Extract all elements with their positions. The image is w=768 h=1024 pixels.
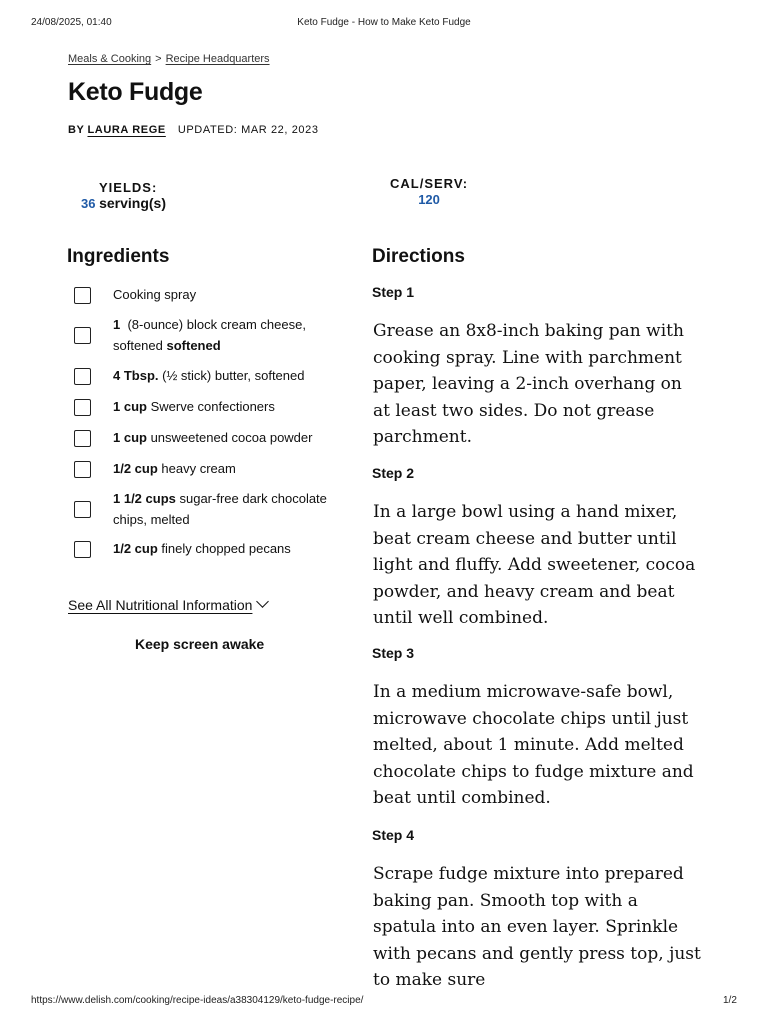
calories-stat [390, 176, 468, 207]
ingredient-checkbox[interactable] [74, 327, 91, 344]
directions-heading: Directions [372, 246, 465, 267]
step-text: In a large bowl using a hand mixer, beat cream cheese and butter until light and fluffy. Add sweetener, cocoa powder, and heavy cream and beat until well combined. [373, 502, 696, 629]
ingredient-qty: 4 Tbsp. [113, 368, 159, 383]
ingredient-checkbox[interactable] [74, 287, 91, 304]
ingredient-checkbox[interactable] [74, 368, 91, 385]
ingredients-heading: Ingredients [67, 246, 170, 267]
breadcrumb-meals-cooking[interactable]: Meals & Cooking [68, 53, 152, 65]
print-doc-title: Keto Fudge - How to Make Keto Fudge [297, 17, 471, 28]
ingredient-checkbox[interactable] [74, 430, 91, 447]
ingredient-text [113, 365, 348, 386]
ingredient-desc: sugar-free dark chocolate chips, melted [113, 491, 327, 527]
ingredient-desc: (½ stick) butter, softened [158, 368, 305, 383]
step-label: Step 2 [372, 465, 415, 481]
chevron-down-icon [257, 595, 270, 608]
print-url: https://www.delish.com/cooking/recipe-ideas/a38304129/keto-fudge-recipe/ [31, 995, 364, 1006]
ingredient-emphasis: softened [166, 338, 221, 353]
ingredient-text [113, 488, 348, 530]
ingredient-checkbox[interactable] [74, 461, 91, 478]
ingredient-checkbox[interactable] [74, 541, 91, 558]
yields-label: YIELDS: [99, 180, 158, 195]
calories-label: CAL/SERV: [390, 176, 469, 191]
page-title: Keto Fudge [68, 78, 203, 106]
yields-unit: serving(s) [99, 195, 167, 211]
ingredient-checkbox[interactable] [74, 501, 91, 518]
step-label: Step 3 [372, 645, 415, 661]
ingredient-qty: 1 [113, 317, 121, 332]
ingredient-checkbox[interactable] [74, 399, 91, 416]
breadcrumb-separator: > [155, 53, 162, 65]
ingredient-text [113, 538, 348, 559]
byline [68, 124, 319, 136]
ingredient-text [113, 314, 348, 356]
ingredient-desc: unsweetened cocoa powder [146, 430, 313, 445]
yields-value: 36 [81, 196, 96, 211]
calories-value: 120 [418, 192, 440, 207]
see-all-nutrition-label: See All Nutritional Information [68, 597, 253, 613]
keep-screen-awake-toggle[interactable]: Keep screen awake [135, 636, 265, 652]
ingredient-text [113, 284, 348, 305]
breadcrumb [68, 53, 270, 65]
ingredient-qty: 1/2 cup [113, 461, 158, 476]
breadcrumb-recipe-headquarters[interactable]: Recipe Headquarters [165, 53, 270, 65]
updated-date: UPDATED: MAR 22, 2023 [177, 124, 319, 136]
see-all-nutrition-link[interactable] [68, 597, 267, 613]
ingredient-qty: 1/2 cup [113, 541, 158, 556]
step-text: Scrape fudge mixture into prepared baking pan. Smooth top with a spatula into an even layer. Sprinkle with pecans and gently press top, just to make sure [373, 864, 701, 991]
yields-stat [81, 180, 166, 211]
ingredient-desc: finely chopped pecans [157, 541, 291, 556]
ingredient-desc: Cooking spray [113, 287, 197, 302]
ingredient-qty: 1 cup [113, 399, 147, 414]
ingredient-qty: 1 1/2 cups [113, 491, 176, 506]
print-page-number: 1/2 [723, 995, 737, 1006]
ingredient-desc: (8-ounce) block cream cheese, softened [113, 317, 306, 353]
ingredient-text [113, 396, 348, 417]
step-text: In a medium microwave-safe bowl, microwave chocolate chips until just melted, about 1 minute. Add melted chocolate chips to fudge mixture and beat until combined. [373, 682, 694, 809]
step-text: Grease an 8x8-inch baking pan with cooking spray. Line with parchment paper, leaving a 2-inch overhang on at least two sides. Do not grease parchment. [373, 321, 684, 448]
author-link[interactable]: LAURA REGE [87, 124, 166, 136]
ingredient-desc: Swerve confectioners [146, 399, 275, 414]
ingredient-desc: heavy cream [157, 461, 236, 476]
ingredient-text [113, 458, 348, 479]
print-datetime: 24/08/2025, 01:40 [31, 17, 112, 28]
ingredient-qty: 1 cup [113, 430, 147, 445]
ingredient-text [113, 427, 348, 448]
step-label: Step 4 [372, 827, 415, 843]
byline-by-label: BY [68, 124, 85, 136]
step-label: Step 1 [372, 284, 415, 300]
